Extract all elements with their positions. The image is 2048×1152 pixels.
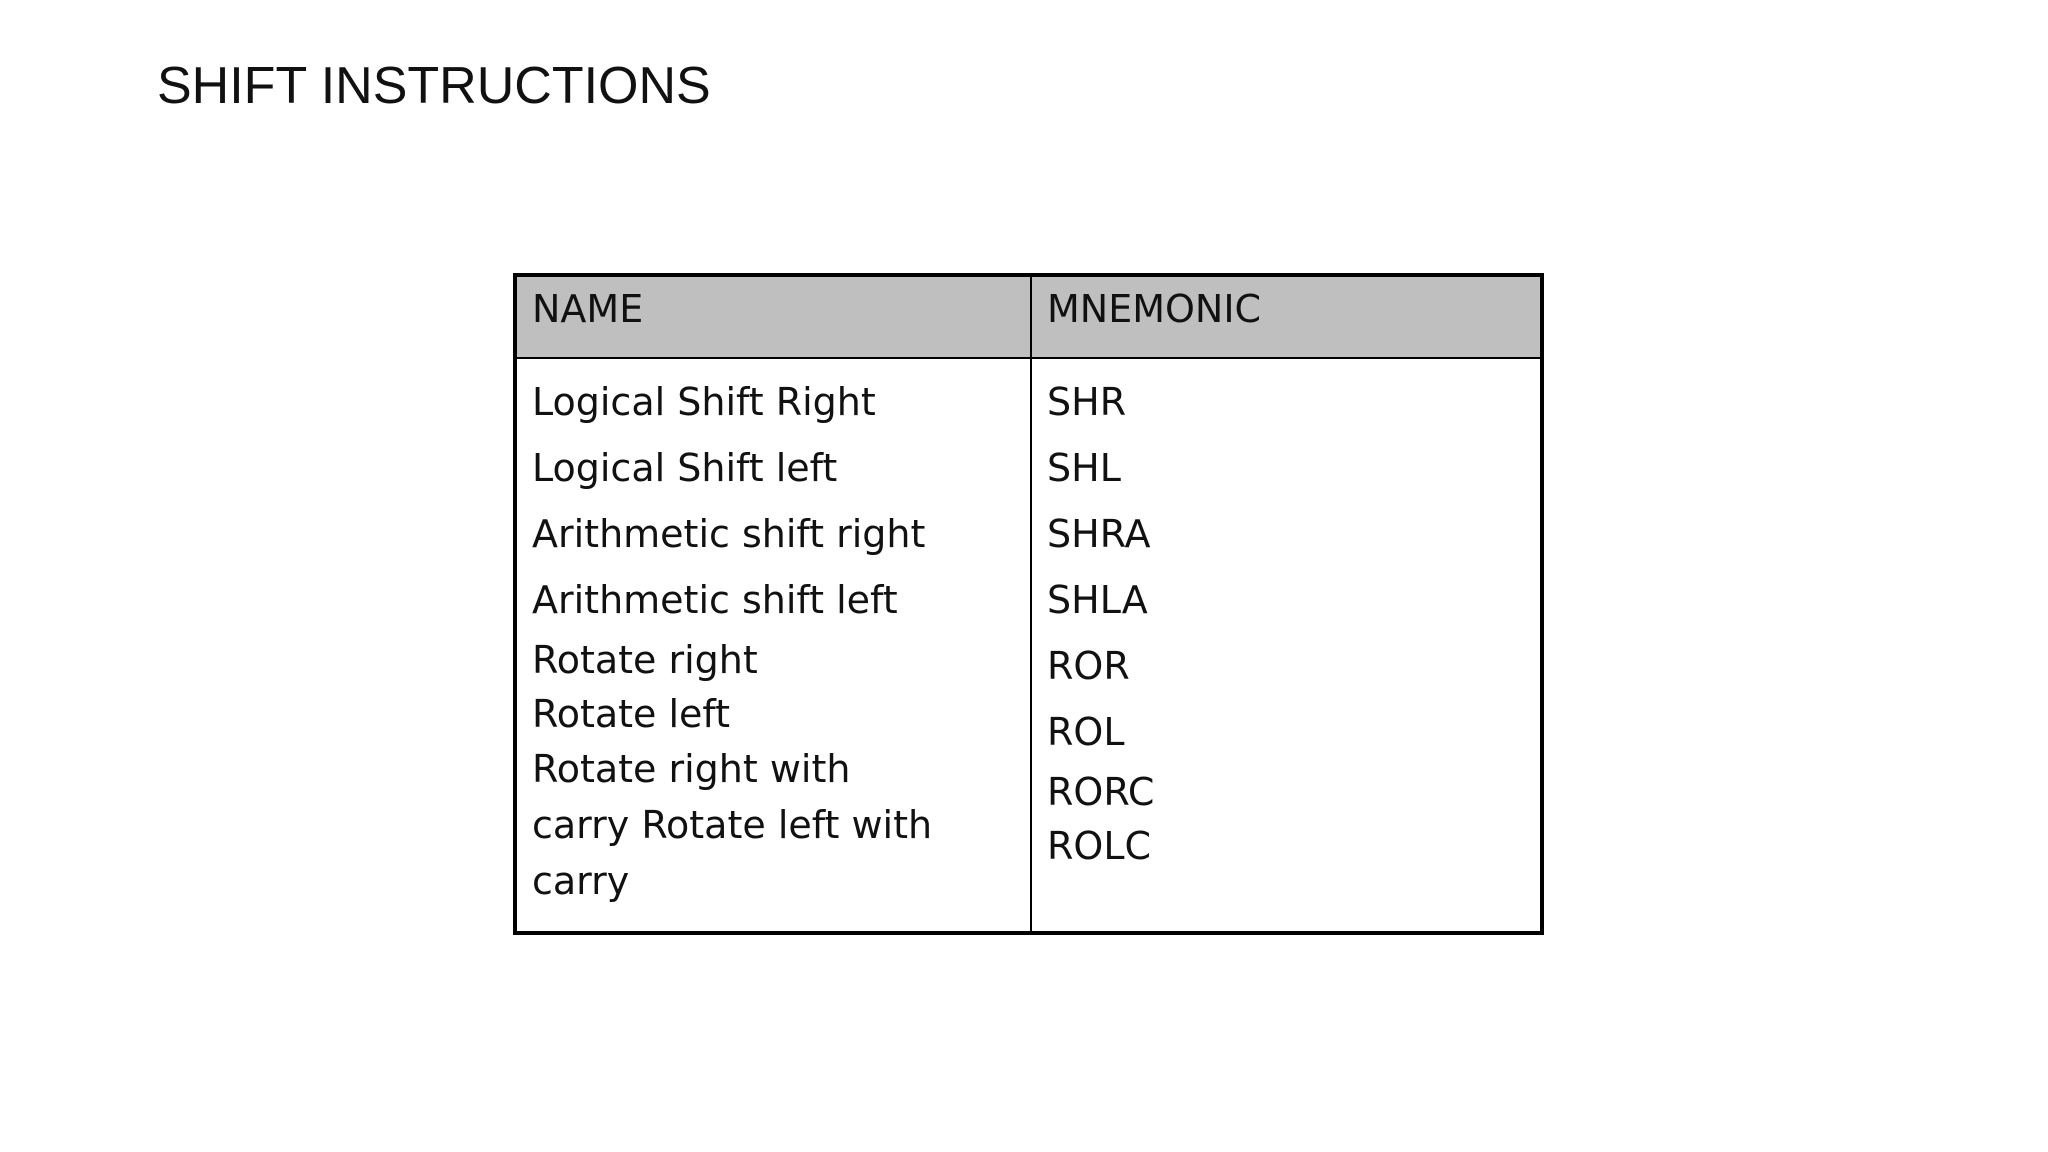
mnemonic-cell-shr: SHR	[1047, 380, 1127, 424]
mnemonic-column	[1047, 369, 1527, 873]
name-cell-shla: Arithmetic shift left	[532, 578, 898, 622]
name-cell-shra: Arithmetic shift right	[532, 512, 926, 556]
mnemonic-cell-rol: ROL	[1047, 710, 1125, 754]
name-cell-ror: Rotate right	[532, 638, 758, 682]
name-cell-rorc-rolc: Rotate right with carry Rotate left with carry	[532, 747, 933, 903]
name-column	[532, 369, 1012, 909]
name-cell-shl: Logical Shift left	[532, 446, 838, 490]
mnemonic-cell-ror: ROR	[1047, 644, 1130, 688]
header-mnemonic: MNEMONIC	[1047, 287, 1262, 331]
mnemonic-cell-shra: SHRA	[1047, 512, 1151, 556]
name-cell-shr: Logical Shift Right	[532, 380, 876, 424]
name-cell-rol: Rotate left	[532, 692, 731, 736]
shift-instructions-table	[513, 273, 1544, 935]
mnemonic-cell-rolc: ROLC	[1047, 824, 1152, 868]
slide-title: SHIFT INSTRUCTIONS	[157, 57, 711, 115]
mnemonic-cell-rorc: RORC	[1047, 770, 1155, 814]
header-name: NAME	[532, 287, 644, 331]
mnemonic-cell-shla: SHLA	[1047, 578, 1148, 622]
mnemonic-cell-shl: SHL	[1047, 446, 1121, 490]
table-header-row	[517, 277, 1540, 359]
column-divider	[1030, 277, 1032, 931]
